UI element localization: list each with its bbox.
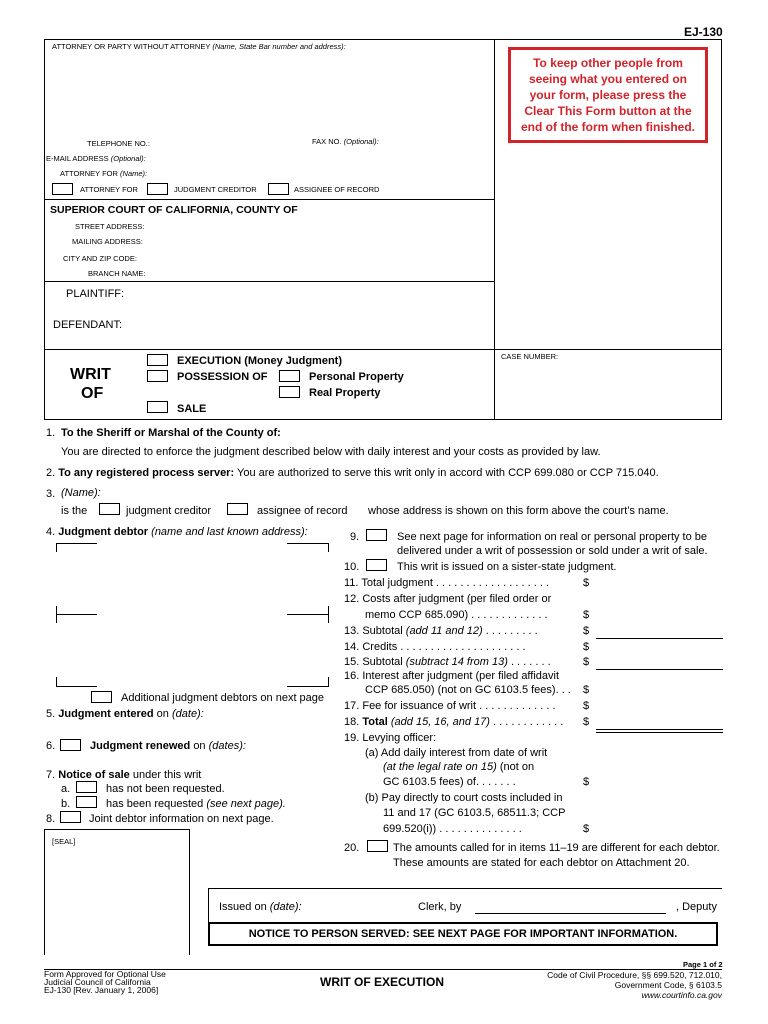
item13-label: 13. Subtotal (add 11 and 12) . . . . . . . . . (344, 625, 538, 637)
item17-input[interactable] (596, 698, 722, 712)
item13-dollar: $ (583, 625, 590, 637)
item19b-line2: 11 and 17 (GC 6103.5, 68511.3; CCP (383, 807, 566, 819)
assignee-cb-label: ASSIGNEE OF RECORD (294, 185, 380, 194)
city-label: CITY AND ZIP CODE: (63, 254, 137, 263)
issued-date-input[interactable] (305, 897, 410, 913)
item7b-checkbox[interactable] (76, 796, 97, 808)
item2: 2. To any registered process server: You are authorized to serve this writ only in accord with CCP 699.080 or CCP 715.040. (46, 467, 659, 479)
item3-name-label: (Name): (61, 487, 101, 499)
item7a-checkbox[interactable] (76, 781, 97, 793)
bracket-mr-v (328, 606, 329, 623)
privacy-notice: To keep other people from seeing what you entered on your form, please press the Clear This Form button at the end of the form when finished. (508, 47, 708, 143)
form-id: EJ-130 (684, 25, 723, 39)
footer-right: Code of Civil Procedure, §§ 699.520, 712.010, Government Code, § 6103.5 www.courtinfo.ca.gov (547, 970, 722, 1000)
frame-mid-vertical (494, 39, 495, 420)
item15-label: 15. Subtotal (subtract 14 from 13) . . . . . . . (344, 656, 551, 668)
court-title: SUPERIOR COURT OF CALIFORNIA, COUNTY OF (50, 204, 298, 216)
item19a-line1: (a) Add daily interest from date of writ (365, 747, 548, 759)
item5: 5. Judgment entered on (date): (46, 708, 204, 720)
case-number-label: CASE NUMBER: (501, 352, 559, 361)
item17-dollar: $ (583, 700, 590, 712)
item12-line1: 12. Costs after judgment (per filed order or (344, 593, 552, 605)
telephone-label: TELEPHONE NO.: (87, 139, 150, 148)
item16-input[interactable] (596, 682, 722, 696)
attorney-label: ATTORNEY OR PARTY WITHOUT ATTORNEY (Name, State Bar number and address): (52, 42, 346, 51)
deputy-label: , Deputy (676, 901, 717, 913)
item16-line2: CCP 685.050) (not on GC 6103.5 fees). . . (365, 684, 571, 696)
item12-dollar: $ (583, 609, 590, 621)
assignee-checkbox[interactable] (268, 183, 289, 195)
bracket-tl-h (56, 543, 97, 544)
clerk-input[interactable] (475, 897, 666, 913)
item8-label: Joint debtor information on next page. (89, 813, 274, 825)
attorney-for-label: ATTORNEY FOR (Name): (60, 169, 148, 178)
item7a-label: has not been requested. (106, 783, 225, 795)
item10-number: 10. (344, 561, 360, 573)
item3-assignee-checkbox[interactable] (227, 503, 248, 515)
item17-label: 17. Fee for issuance of writ . . . . . . . . . . . . . (344, 700, 556, 712)
item11-input[interactable] (596, 575, 722, 589)
execution-checkbox[interactable] (147, 354, 168, 366)
item19-heading: 19. Levying officer: (344, 732, 437, 744)
item18-input[interactable] (596, 714, 722, 728)
item3-assignee-label: assignee of record (257, 505, 348, 517)
item19b-dollar: $ (583, 823, 590, 835)
judgment-renewed-checkbox[interactable] (60, 739, 81, 751)
item14-input[interactable] (596, 639, 722, 653)
item19b-line1: (b) Pay directly to court costs included in (365, 792, 563, 804)
item3-creditor-checkbox[interactable] (99, 503, 120, 515)
item1-number: 1. (46, 427, 56, 439)
additional-debtors-label: Additional judgment debtors on next page (121, 692, 325, 704)
item18-underline-1 (596, 729, 723, 730)
judgment-creditor-checkbox[interactable] (147, 183, 168, 195)
attorney-for-checkbox[interactable] (52, 183, 73, 195)
sale-checkbox[interactable] (147, 401, 168, 413)
item9-line1: See next page for information on real or personal property to be (397, 531, 708, 543)
item1-heading: To the Sheriff or Marshal of the County of: (61, 427, 281, 439)
item19b-line3: 699.520(i)) . . . . . . . . . . . . . . (383, 823, 522, 835)
item19a-input[interactable] (596, 774, 722, 788)
item9-line2: delivered under a writ of possession or sold under a writ of sale. (397, 545, 708, 557)
real-property-checkbox[interactable] (279, 386, 300, 398)
item3-tail: whose address is shown on this form above the court’s name. (368, 505, 669, 517)
item16-line1: 16. Interest after judgment (per filed affidavit (344, 670, 560, 682)
item15-input[interactable] (596, 654, 722, 668)
item11-label: 11. Total judgment . . . . . . . . . . . . . . . . . . . (344, 577, 550, 589)
item6-number: 6. (46, 740, 56, 752)
item20-number: 20. (344, 842, 360, 854)
frame-right (721, 39, 722, 420)
frame-bottom (44, 419, 722, 420)
item3-creditor-label: judgment creditor (126, 505, 211, 517)
item15-dollar: $ (583, 656, 590, 668)
item7a-letter: a. (61, 783, 71, 795)
judgment-creditor-cb-label: JUDGMENT CREDITOR (174, 185, 257, 194)
item11-dollar: $ (583, 577, 590, 589)
item19a-dollar: $ (583, 776, 590, 788)
item6-label: Judgment renewed on (dates): (90, 740, 246, 752)
item14-dollar: $ (583, 641, 590, 653)
plaintiff-label: PLAINTIFF: (66, 288, 125, 300)
item9-number: 9. (350, 531, 360, 543)
item7b-label: has been requested (see next page). (106, 798, 286, 810)
bracket-bl-h (56, 686, 97, 687)
item14-label: 14. Credits . . . . . . . . . . . . . . . . . . . . . (344, 641, 526, 653)
frame-left (44, 39, 45, 420)
item12-line2: memo CCP 685.090) . . . . . . . . . . . . . (365, 609, 548, 621)
item15-underline (596, 669, 723, 670)
item1-text: You are directed to enforce the judgment described below with daily interest and your costs as provided by law. (61, 446, 601, 458)
sale-label: SALE (177, 403, 207, 415)
personal-property-checkbox[interactable] (279, 370, 300, 382)
seal-box (44, 829, 190, 955)
attorney-for-cb-label: ATTORNEY FOR (80, 185, 138, 194)
item19a-line2: (at the legal rate on 15) (not on (383, 761, 535, 773)
clerk-underline (475, 913, 666, 914)
personal-property-label: Personal Property (309, 371, 404, 383)
item8-number: 8. (46, 813, 56, 825)
item4-heading: 4. Judgment debtor (name and last known address): (46, 526, 308, 538)
parties-writ-divider (44, 349, 722, 350)
bracket-tr-h (287, 543, 328, 544)
possession-label: POSSESSION OF (177, 371, 268, 383)
item18-underline-2 (596, 732, 723, 733)
footer-left: Form Approved for Optional Use Judicial Council of California EJ-130 [Rev. January 1, 2006] (44, 969, 166, 995)
frame-top (44, 39, 722, 40)
page-number: Page 1 of 2 (683, 960, 723, 969)
item3-number: 3. (46, 488, 56, 500)
item20-line2: These amounts are stated for each debtor on Attachment 20. (393, 857, 690, 869)
bracket-tr-v (328, 543, 329, 552)
item8-checkbox[interactable] (60, 811, 81, 823)
item18-label: 18. Total (add 15, 16, and 17) . . . . . . . . . . . . (344, 716, 564, 728)
item13-input[interactable] (596, 623, 722, 637)
additional-debtors-checkbox[interactable] (91, 691, 112, 703)
branch-label: BRANCH NAME: (88, 269, 146, 278)
item19a-line3: GC 6103.5 fees) of. . . . . . . (383, 776, 516, 788)
street-label: STREET ADDRESS: (75, 222, 145, 231)
item19b-input[interactable] (596, 821, 722, 835)
item18-dollar: $ (583, 716, 590, 728)
writ-label: WRIT (70, 366, 111, 383)
seal-label: [SEAL] (52, 837, 76, 846)
attorney-court-divider (44, 199, 495, 200)
item9-checkbox[interactable] (366, 529, 387, 541)
bracket-tl-v (56, 543, 57, 552)
real-property-label: Real Property (309, 387, 381, 399)
defendant-label: DEFENDANT: (53, 319, 123, 331)
clerk-label: Clerk, by (418, 901, 462, 913)
judgment-debtor-input[interactable] (62, 550, 322, 675)
item7-heading: 7. Notice of sale under this writ (46, 769, 202, 781)
item16-dollar: $ (583, 684, 590, 696)
item20-checkbox[interactable] (367, 840, 388, 852)
email-label: E-MAIL ADDRESS (Optional): (46, 154, 146, 163)
possession-checkbox[interactable] (147, 370, 168, 382)
attorney-input[interactable] (50, 54, 490, 132)
fax-label: FAX NO. (Optional): (312, 137, 379, 146)
item7b-letter: b. (61, 798, 71, 810)
case-number-input[interactable] (498, 362, 718, 416)
item20-line1: The amounts called for in items 11–19 are different for each debtor. (393, 842, 720, 854)
of-label: OF (81, 385, 104, 402)
issued-on-label: Issued on (date): (219, 901, 302, 913)
item3-is-the: is the (61, 505, 88, 517)
item10-checkbox[interactable] (366, 559, 387, 571)
court-parties-divider (44, 281, 495, 282)
notice-to-person-served: NOTICE TO PERSON SERVED: SEE NEXT PAGE FOR IMPORTANT INFORMATION. (208, 922, 718, 946)
bracket-br-v (328, 677, 329, 687)
form-title: WRIT OF EXECUTION (320, 975, 444, 989)
mailing-label: MAILING ADDRESS: (72, 237, 143, 246)
item12-input[interactable] (596, 607, 722, 621)
item10-label: This writ is issued on a sister-state judgment. (397, 561, 617, 573)
bracket-br-h (287, 686, 328, 687)
execution-label: EXECUTION (Money Judgment) (177, 355, 343, 367)
